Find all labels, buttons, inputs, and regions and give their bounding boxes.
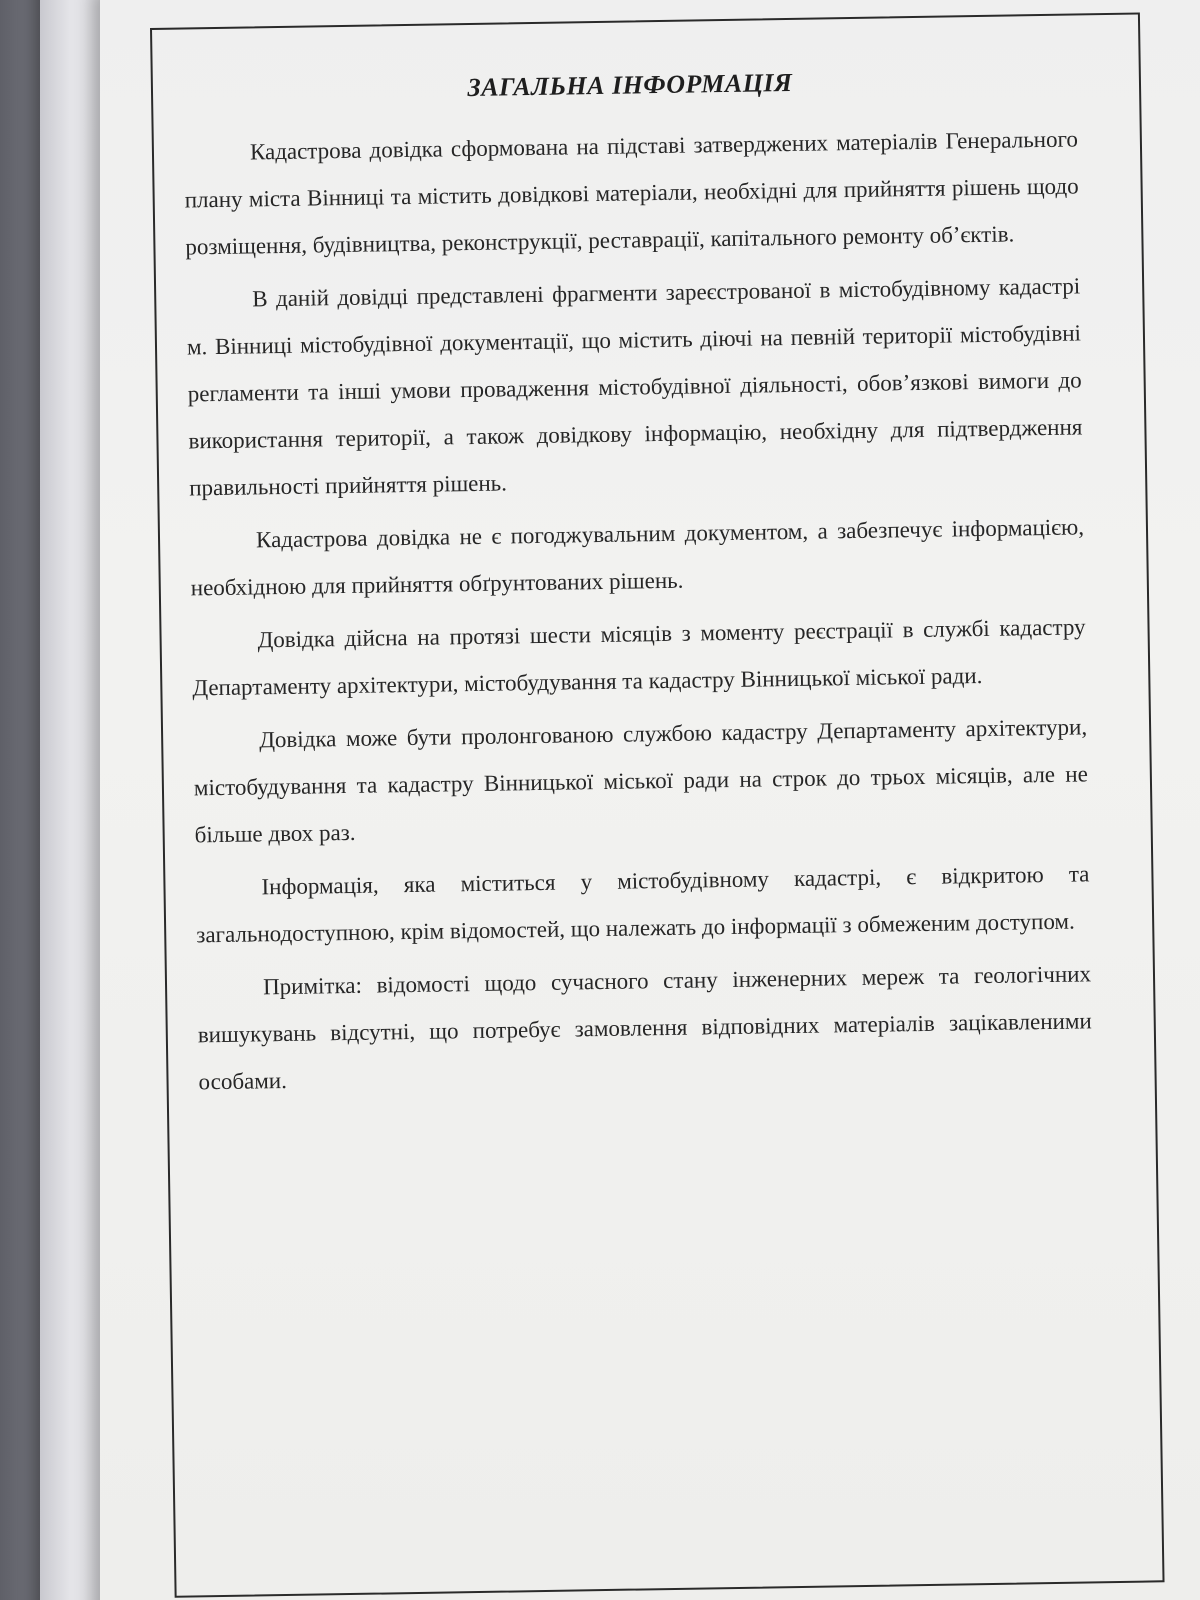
paragraph-open-information: Інформація, яка міститься у містобудівному кадастрі, є відкритою та загальнодоступною, крім відомостей, що належать до інформації з обмеженим доступом. xyxy=(196,861,1090,948)
paragraph-note: Примітка: відомості щодо сучасного стану інженерних мереж та геологічних вишукувань відсутні, що потребує замовлення відповідних матеріалів зацікавленими особами. xyxy=(197,961,1092,1095)
paragraph-prolongation: Довідка може бути пролонгованою службою кадастру Департаменту архітектури, містобудування та кадастру Вінницької міської ради на строк до трьох місяців, але не більше двох раз. xyxy=(193,714,1089,848)
paragraph-validity: Довідка дійсна на протязі шести місяців з моменту реєстрації в службі кадастру Департаменту архітектури, містобудування та кадастру Вінницької міської ради. xyxy=(192,614,1086,701)
document-title: ЗАГАЛЬНА ІНФОРМАЦІЯ xyxy=(467,67,793,103)
page-border-frame xyxy=(150,12,1165,1597)
paragraph-not-approval: Кадастрова довідка не є погоджувальним документом, а забезпечує інформацією, необхідною для прийняття обґрунтованих рішень. xyxy=(190,514,1085,601)
paragraph-fragments: В даній довідці представлені фрагменти зареєстрованої в містобудівному кадастрі м. Вінниці містобудівної документації, що містить діючі на певній території містобудівні регламенти та інші умови провадження містобудівної діяльності, обов’язкові вимоги до використання території, а також довідкову інформацію, необхідну для підтвердження правильності прийняття рішень. xyxy=(186,273,1083,501)
paragraph-cadastral-basis: Кадастрова довідка сформована на підставі затверджених матеріалів Генерального плану міста Вінниці та містить довідкові матеріали, необхідні для прийняття рішень щодо розміщення, будівництва, реконструкції, реставрації, капітального ремонту об’єктів. xyxy=(184,126,1079,260)
